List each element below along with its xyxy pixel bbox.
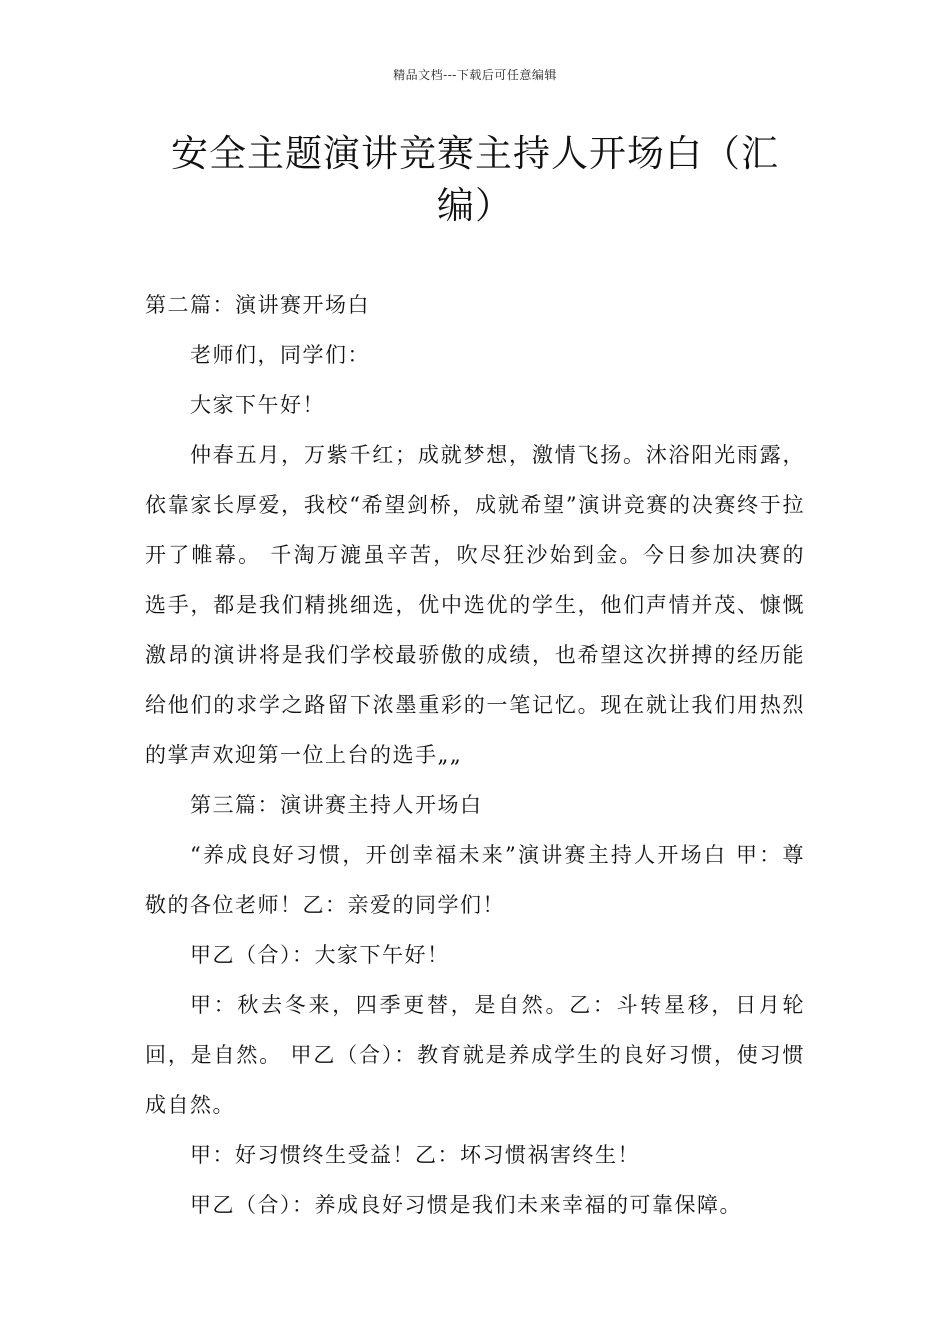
section-heading-2: 第二篇：演讲赛开场白 xyxy=(145,293,370,317)
body-paragraph: 甲：秋去冬来，四季更替，是自然。乙：斗转星移，日月轮回，是自然。 甲乙（合）：教育就是养成学生的良好习惯，使习惯成自然。 xyxy=(145,993,805,1117)
body-paragraph: 仲春五月，万紫千红；成就梦想，激情飞扬。沐浴阳光雨露，依靠家长厚爱，我校“希望剑桥，成就希望”演讲竞赛的决赛终于拉开了帷幕。 千淘万漉虽辛苦，吹尽狂沙始到金。今日参加决赛的选手，都是我们精挑细选，优中选优的学生，他们声情并茂、慷慨激昂的演讲将是我们学校最骄傲的成绩，也希望这次拼搏的经历能给他们的求学之路留下浓墨重彩的一笔记忆。现在就让我们用热烈的掌声欢迎第一位上台的选手„„ xyxy=(145,443,805,767)
body-paragraph: 甲乙（合）：大家下午好！ xyxy=(190,943,450,967)
page-header: 精品文档---下载后可任意编辑 xyxy=(393,68,557,82)
body-paragraph: “养成良好习惯，开创幸福未来”演讲赛主持人开场白 甲：尊敬的各位老师！乙：亲爱的同学们！ xyxy=(145,843,805,917)
document-body xyxy=(145,280,805,1230)
salutation: 老师们，同学们： xyxy=(190,343,370,367)
greeting: 大家下午好！ xyxy=(190,393,325,417)
body-paragraph: 甲乙（合）：养成良好习惯是我们未来幸福的可靠保障。 xyxy=(190,1193,742,1217)
section-heading-3: 第三篇：演讲赛主持人开场白 xyxy=(190,793,483,817)
document-title: 安全主题演讲竞赛主持人开场白（汇编） xyxy=(171,132,779,227)
body-paragraph: 甲：好习惯终生受益！乙：坏习惯祸害终生！ xyxy=(190,1143,640,1167)
